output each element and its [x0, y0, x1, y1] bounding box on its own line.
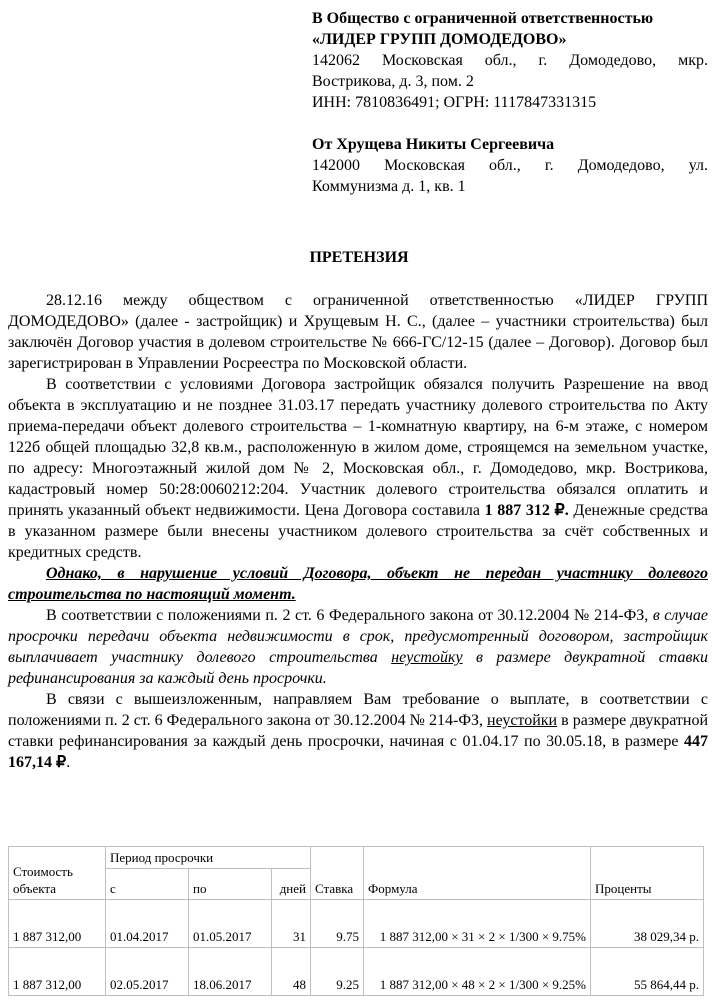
- header-to: по: [189, 869, 272, 900]
- header-cost: Стоимость объекта: [9, 847, 106, 900]
- cell-cost: 1 887 312,00: [9, 948, 106, 996]
- table-row: [9, 948, 704, 996]
- cell-to: 18.06.2017: [189, 948, 272, 996]
- header-days: дней: [272, 869, 311, 900]
- penalty-table: [8, 846, 704, 996]
- cell-rate: 9.75: [311, 900, 364, 948]
- table-header-row: [9, 847, 704, 869]
- recipient-block: [312, 8, 708, 197]
- document-body: [8, 290, 708, 773]
- paragraph-1: 28.12.16 между обществом с ограниченной ответственностью «ЛИДЕР ГРУПП ДОМОДЕДОВО» (далее - застройщик) и Хрущевым Н. С., (далее – участники строительства) был заключён Договор участия в долевом строительстве № 666-ГС/12-15 (далее – Договор). Договор был зарегистрирован в Управлении Росреестра по Московской области.: [8, 292, 708, 372]
- penalty-sum: 447 167,14 ₽: [8, 733, 708, 771]
- paragraph-3: Однако, в нарушение условий Договора, объект не передан участнику долевого строительства по настоящий момент.: [8, 565, 708, 603]
- header-interest: Проценты: [591, 847, 704, 900]
- recipient-line2: «ЛИДЕР ГРУПП ДОМОДЕДОВО»: [312, 31, 567, 48]
- recipient-address-2: Вострикова, д. 3, пом. 2: [312, 73, 474, 90]
- header-rate: Ставка: [311, 847, 364, 900]
- cell-to: 01.05.2017: [189, 900, 272, 948]
- paragraph-4: В соответствии с положениями п. 2 ст. 6 Федерального закона от 30.12.2004 № 214-ФЗ, в случае просрочки передачи объекта недвижимости в срок, предусмотренный договором, застройщик выплачивает участнику долевого строительства неустойку в размере двукратной ставки рефинансирования за каждый день просрочки.: [8, 607, 708, 687]
- header-period: Период просрочки: [106, 847, 311, 869]
- cell-formula: 1 887 312,00 × 31 × 2 × 1/300 × 9.75%: [364, 900, 591, 948]
- sender-address-1: 142000 Московская обл., г. Домодедово, ул.: [312, 157, 708, 174]
- header-formula: Формула: [364, 847, 591, 900]
- recipient-ids: ИНН: 7810836491; ОГРН: 1117847331315: [312, 94, 597, 111]
- cell-from: 01.04.2017: [106, 900, 189, 948]
- paragraph-2: В соответствии с условиями Договора застройщик обязался получить Разрешение на ввод объекта в эксплуатацию и не позднее 31.03.17 передать участнику долевого строительства по Акту приема-передачи объект долевого строительства – 1-комнатную квартиру, на 6-м этаже, с номером 122б общей площадью 32,8 кв.м., расположенную в жилом доме, строящемся на земельном участке, по адресу: Многоэтажный жилой дом № 2, Московская обл., г. Домодедово, мкр. Вострикова, кадастровый номер 50:28:0060212:204. Участник долевого строительства обязался оплатить и принять указанный объект недвижимости. Цена Договора составила 1 887 312 ₽. Денежные средства в указанном размере были внесены участником долевого строительства за счёт собственных и кредитных средств.: [8, 376, 709, 561]
- cell-rate: 9.25: [311, 948, 364, 996]
- cell-days: 48: [272, 948, 311, 996]
- paragraph-5: В связи с вышеизложенным, направляем Вам требование о выплате, в соответствии с положениями п. 2 ст. 6 Федерального закона от 30.12.2004 № 214-ФЗ, неустойки в размере двукратной ставки рефинансирования за каждый день просрочки, начиная с 01.04.17 по 30.05.18, в размере 447 167,14 ₽.: [8, 691, 709, 771]
- cell-formula: 1 887 312,00 × 48 × 2 × 1/300 × 9.25%: [364, 948, 591, 996]
- contract-price: 1 887 312 ₽.: [484, 502, 569, 519]
- cell-days: 31: [272, 900, 311, 948]
- header-from: с: [106, 869, 189, 900]
- recipient-address-1: 142062 Московская обл., г. Домодедово, мкр.: [312, 52, 708, 69]
- recipient-line1: В Общество с ограниченной ответственностью: [312, 10, 654, 27]
- table-row: [9, 900, 704, 948]
- document-title: ПРЕТЕНЗИЯ: [309, 249, 409, 266]
- cell-cost: 1 887 312,00: [9, 900, 106, 948]
- cell-interest: 38 029,34 р.: [591, 900, 704, 948]
- cell-interest: 55 864,44 р.: [591, 948, 704, 996]
- sender-name: От Хрущева Никиты Сергеевича: [312, 136, 555, 153]
- sender-address-2: Коммунизма д. 1, кв. 1: [312, 178, 466, 195]
- cell-from: 02.05.2017: [106, 948, 189, 996]
